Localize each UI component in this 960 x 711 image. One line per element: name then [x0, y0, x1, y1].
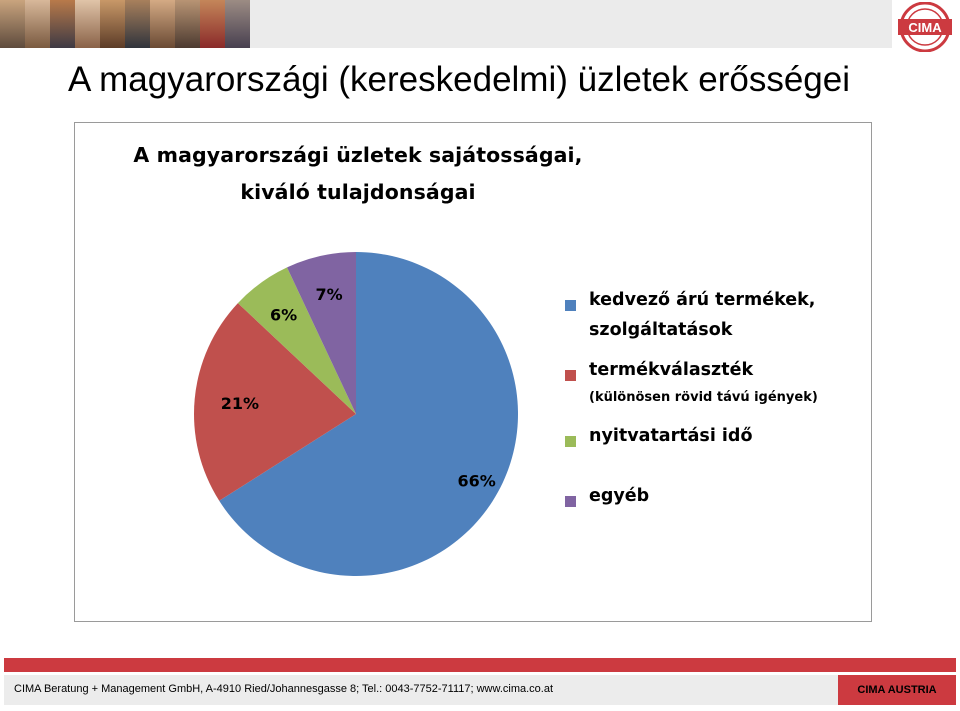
photo: [25, 0, 50, 48]
data-label-0: 66%: [457, 471, 496, 491]
photo: [200, 0, 225, 48]
footer-bar: [4, 658, 956, 672]
photo: [150, 0, 175, 48]
legend-swatch-0: [565, 300, 576, 311]
legend-label-line-1: nyitvatartási idő: [589, 426, 753, 446]
header-band: [0, 0, 892, 48]
photo: [175, 0, 200, 48]
legend-swatch-3: [565, 496, 576, 507]
photo: [0, 0, 25, 48]
data-label-2: 6%: [270, 305, 298, 325]
legend-label-3: [589, 481, 649, 511]
photo: [75, 0, 100, 48]
data-label-1: 21%: [220, 394, 260, 414]
photo: [125, 0, 150, 48]
legend-label-line-2: (különösen rövid távú igények): [589, 390, 818, 405]
logo-text: CIMA: [908, 20, 942, 35]
legend-label-2: [589, 421, 752, 451]
legend-swatch-1: [565, 370, 576, 381]
legend-label-line-1: termékválaszték: [589, 360, 754, 380]
legend-label-1: [589, 355, 818, 411]
chart-area: [74, 122, 872, 622]
legend-label-line-2: szolgáltatások: [589, 320, 733, 340]
legend-label-0: [589, 285, 815, 345]
footer-text: CIMA Beratung + Management GmbH, A-4910 Ried/Johannesgasse 8; Tel.: 0043-7752-71117; www.cima.co.at: [14, 683, 554, 695]
legend-label-line-1: egyéb: [589, 486, 650, 506]
photo: [100, 0, 125, 48]
photo: [50, 0, 75, 48]
chart-title-line-1: A magyarországi üzletek sajátosságai,: [133, 143, 583, 167]
cima-logo: [894, 2, 956, 52]
legend-label-line-1: kedvező árú termékek,: [589, 290, 816, 310]
photo-strip: [0, 0, 250, 48]
footer-tag: CIMA AUSTRIA: [838, 675, 956, 705]
legend-swatch-2: [565, 436, 576, 447]
chart-title-line-2: kiváló tulajdonságai: [240, 180, 476, 204]
slide-title: A magyarországi (kereskedelmi) üzletek erősségei: [68, 60, 850, 99]
photo: [225, 0, 250, 48]
data-label-3: 7%: [315, 284, 343, 304]
